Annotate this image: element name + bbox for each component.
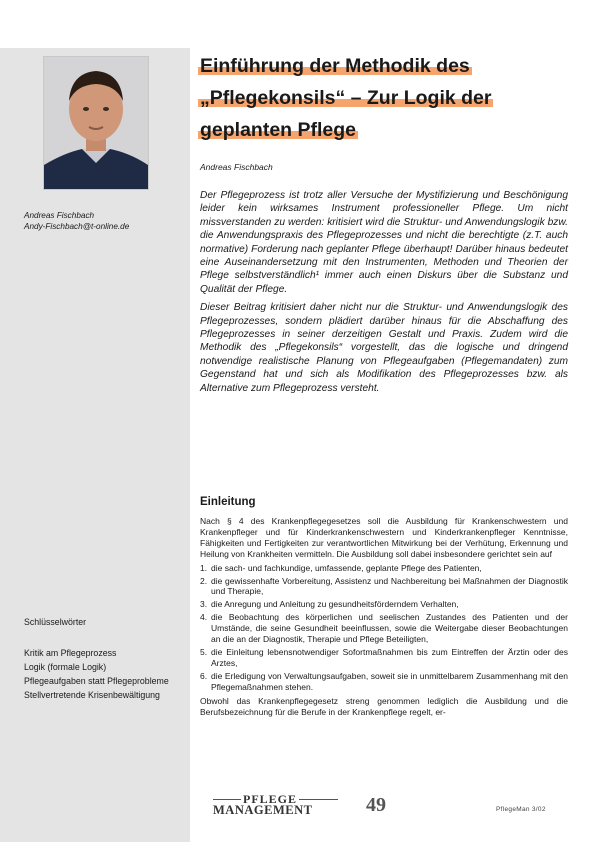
keywords-title: Schlüsselwörter: [24, 617, 87, 627]
list-number: 1.: [200, 562, 208, 573]
list-text: die gewissenhafte Vorbereitung, Assistenz und Nachbereitung bei Maßnahmen der Diagnostik und Therapie,: [211, 575, 568, 597]
list-number: 5.: [200, 646, 208, 657]
numbered-list: [200, 563, 568, 693]
list-item: [200, 612, 568, 645]
list-text: die Anregung und Anleitung zu gesundheitsförderndem Verhalten,: [211, 599, 459, 610]
portrait-photo-icon: [44, 57, 148, 189]
keyword-item: Logik (formale Logik): [24, 662, 107, 672]
list-item: [200, 563, 568, 574]
list-item: [200, 647, 568, 669]
article-abstract: [200, 189, 568, 400]
article-title: [198, 50, 578, 146]
title-line: geplanten Pflege: [200, 119, 357, 141]
article-body: [200, 516, 568, 720]
issue-label: PflegeMan 3/02: [496, 806, 546, 813]
page-number: 49: [366, 794, 386, 816]
sidebar-author-email: Andy-Fischbach@t-online.de: [24, 222, 130, 231]
article-author: Andreas Fischbach: [200, 162, 273, 172]
sidebar-author-name: Andreas Fischbach: [24, 211, 95, 220]
keyword-item: Pflegeaufgaben statt Pflegeprobleme: [24, 676, 169, 686]
list-item: [200, 576, 568, 598]
title-line: Einführung der Methodik des: [200, 55, 470, 77]
list-number: 3.: [200, 599, 208, 610]
list-text: die sach- und fachkundige, umfassende, geplante Pflege des Patienten,: [211, 562, 482, 573]
author-photo: [43, 56, 149, 190]
list-number: 4.: [200, 612, 208, 623]
list-text: die Beobachtung des körperlichen und seelischen Zustandes des Patienten und der Umstände, die seine Gesundheit beeinflussen, sowie die Weitergabe dieser Beobachtungen an die an der Diagnostik, Therapie und Pflege Beteiligten,: [211, 612, 568, 645]
keywords-box: [24, 617, 174, 704]
title-line: „Pflegekonsils“ – Zur Logik der: [200, 87, 492, 109]
list-number: 2.: [200, 575, 208, 586]
logo-text-top: PFLEGE: [243, 792, 298, 806]
logo-text-bottom: MANAGEMENT: [213, 803, 313, 817]
list-number: 6.: [200, 670, 208, 681]
body-paragraph: Obwohl das Krankenpflegegesetz streng genommen lediglich die Ausbildung und die Berufsbezeichnung für die Berufe in der Krankenpflege regelt, er-: [200, 695, 568, 717]
top-margin: [0, 0, 595, 48]
abstract-paragraph: Dieser Beitrag kritisiert daher nicht nur die Struktur- und Anwendungslogik des Pflegeprozesses, sondern plädiert darüber hinaus für die Abschaffung des Pflegeprozesses in seiner derzeitigen Gestalt und Praxis. Zudem wird die Methodik des „Pflegekonsils“ vorgestellt, das die logische und dringend notwendige realistische Planung von Pflegeaufgaben (Pflegemandaten) zum Gegenstand hat und sich als Modifikation des Pflegeprozesses bzw. als Alternative zum Pflegeprozess versteht.: [200, 302, 568, 394]
list-text: die Einleitung lebensnotwendiger Sofortmaßnahmen bis zum Eintreffen der Ärztin oder des Arztes,: [211, 646, 568, 668]
sidebar-author-info: [24, 210, 184, 232]
list-item: [200, 671, 568, 693]
journal-logo: [213, 792, 338, 818]
body-paragraph: Nach § 4 des Krankenpflegegesetzes soll die Ausbildung für Krankenschwestern und Krankenpfleger und für Kinderkrankenschwestern und Kinderkrankenpfleger Kenntnisse, Fähigkeiten und Fertigkeiten zur verantwortlichen Mitwirkung bei der Verhütung, Erkennung und Heilung von Krankheiten vermitteln. Die Ausbildung soll dabei insbesondere gerichtet sein auf: [200, 516, 568, 559]
section-heading: Einleitung: [200, 496, 256, 508]
keyword-item: Stellvertretende Krisenbewältigung: [24, 690, 160, 700]
list-item: [200, 599, 568, 610]
list-text: die Erledigung von Verwaltungsaufgaben, soweit sie in unmittelbarem Zusammenhang mit den Pflegemaßnahmen stehen.: [211, 670, 568, 692]
keyword-item: Kritik am Pflegeprozess: [24, 648, 117, 658]
abstract-paragraph: Der Pflegeprozess ist trotz aller Versuche der Mystifizierung und Beschönigung leider kein wirksames Instrument professioneller Pflege. Um nicht missverstanden zu werden: kritisiert wird die Struktur- und Anwendungslogik bzw. die Anwendungspraxis des Pflegeprozesses und nicht die berechtigte (z.T. auch normative) Forderung nach geplanter Pflege überhaupt! Darüber hinaus bedeutet eine Auseinandersetzung mit den Instrumenten, Methoden und Theorien der Pflege selbstverständlich¹ immer auch einen Diskurs über die Substanz und Qualität der Pflege.: [200, 190, 568, 295]
